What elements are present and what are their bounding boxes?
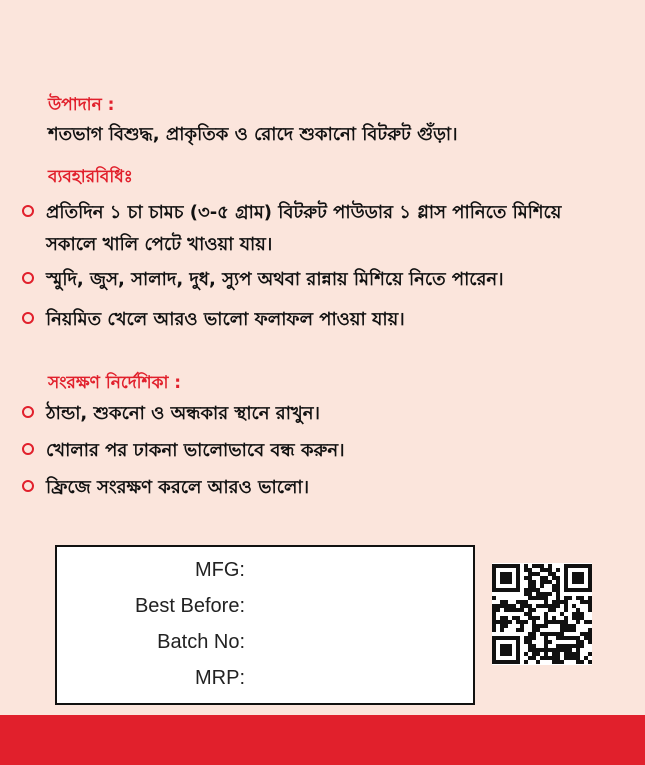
- usage-item-text: স্মুদি, জুস, সালাদ, দুধ, স্যুপ অথবা রান্নায় মিশিয়ে নিতে পারেন।: [46, 269, 504, 290]
- usage-item: [22, 304, 622, 336]
- usage-item-text: প্রতিদিন ১ চা চামচ (৩-৫ গ্রাম) বিটরুট পাউডার ১ গ্লাস পানিতে মিশিয়ে সকালে খালি পেটে খাওয়া যায়।: [46, 202, 562, 255]
- storage-item-text: ফ্রিজে সংরক্ষণ করলে আরও ভালো।: [46, 477, 310, 498]
- storage-item: [22, 472, 622, 504]
- bullet-circle-icon: [22, 480, 34, 492]
- bullet-circle-icon: [22, 272, 34, 284]
- qr-code-icon: [492, 563, 592, 665]
- usage-item: [22, 264, 622, 296]
- usage-item: [22, 197, 622, 261]
- bottom-red-band: [0, 715, 645, 765]
- storage-item: [22, 435, 622, 467]
- storage-item-text: খোলার পর ঢাকনা ভালোভাবে বন্ধ করুন।: [46, 440, 345, 461]
- bullet-circle-icon: [22, 406, 34, 418]
- mfg-label: MFG:: [195, 559, 245, 581]
- best-before-label: Best Before:: [134, 595, 245, 617]
- mrp-label: MRP:: [195, 667, 245, 689]
- storage-item-text: ঠান্ডা, শুকনো ও অন্ধকার স্থানে রাখুন।: [46, 403, 320, 424]
- ingredients-heading: উপাদান :: [48, 95, 115, 115]
- usage-item-text: নিয়মিত খেলে আরও ভালো ফলাফল পাওয়া যায়।: [46, 309, 405, 330]
- bullet-circle-icon: [22, 443, 34, 455]
- product-info-box: [55, 545, 475, 705]
- batch-number-label: Batch No:: [157, 631, 245, 653]
- ingredients-text: শতভাগ বিশুদ্ধ, প্রাকৃতিক ও রোদে শুকানো বিটরুট গুঁড়া।: [48, 124, 458, 145]
- bullet-circle-icon: [22, 312, 34, 324]
- usage-heading: ব্যবহারবিধিঃ: [48, 167, 133, 187]
- bullet-circle-icon: [22, 205, 34, 217]
- storage-item: [22, 398, 622, 430]
- storage-heading: সংরক্ষণ নির্দেশিকা :: [48, 373, 182, 393]
